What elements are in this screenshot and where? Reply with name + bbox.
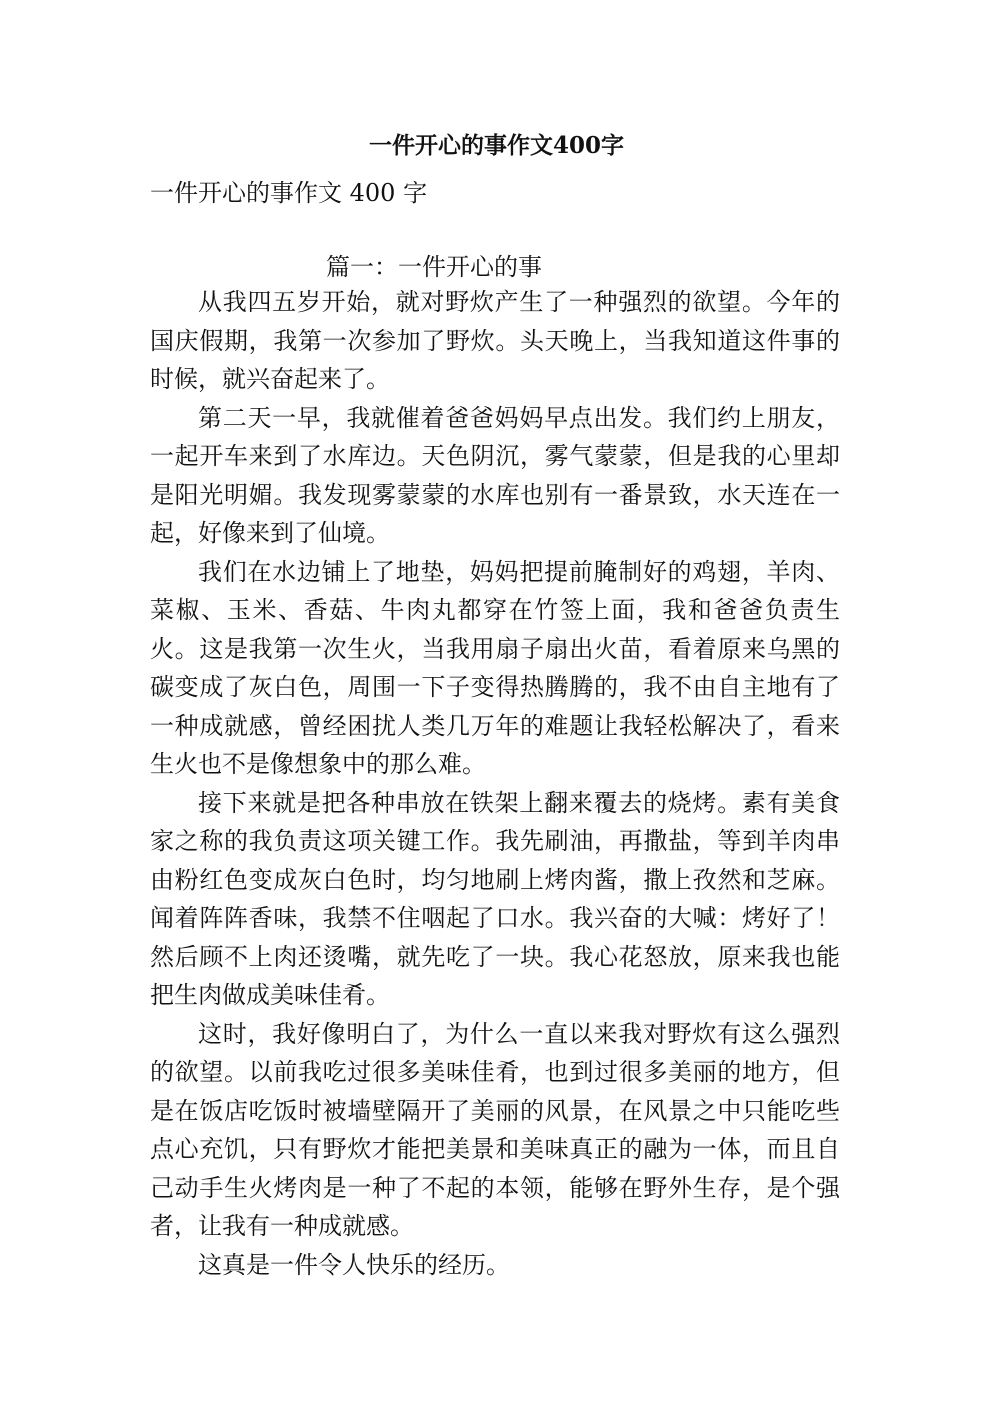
section-heading: 篇一：一件开心的事 (326, 253, 542, 281)
paragraph-2: 第二天一早，我就催着爸爸妈妈早点出发。我们约上朋友，一起开车来到了水库边。天色阴沉，雾气蒙蒙，但是我的心里却是阳光明媚。我发现雾蒙蒙的水库也别有一番景致，水天连在一起，好像来到了仙境。 (150, 403, 840, 547)
document-title: 一件开心的事作文400字 (368, 132, 624, 159)
paragraph-1: 从我四五岁开始，就对野炊产生了一种强烈的欲望。今年的国庆假期，我第一次参加了野炊。头天晚上，当我知道这件事的时候，就兴奋起来了。 (150, 288, 840, 393)
article-body (150, 283, 840, 1284)
paragraph-3: 我们在水边铺上了地垫，妈妈把提前腌制好的鸡翅，羊肉、菜椒、玉米、香菇、牛肉丸都穿在竹签上面，我和爸爸负责生火。这是我第一次生火，当我用扇子扇出火苗，看着原来乌黑的碳变成了灰白色，周围一下子变得热腾腾的，我不由自主地有了一种成就感，曾经困扰人类几万年的难题让我轻松解决了，看来生火也不是像想象中的那么难。 (150, 557, 840, 778)
paragraph-5: 这时，我好像明白了，为什么一直以来我对野炊有这么强烈的欲望。以前我吃过很多美味佳肴，也到过很多美丽的地方，但是在饭店吃饭时被墙壁隔开了美丽的风景，在风景之中只能吃些点心充饥，只有野炊才能把美景和美味真正的融为一体，而且自己动手生火烤肉是一种了不起的本领，能够在野外生存，是个强者，让我有一种成就感。 (150, 1019, 840, 1240)
paragraph-4: 接下来就是把各种串放在铁架上翻来覆去的烧烤。素有美食家之称的我负责这项关键工作。我先刷油，再撒盐，等到羊肉串由粉红色变成灰白色时，均匀地刷上烤肉酱，撒上孜然和芝麻。闻着阵阵香味，我禁不住咽起了口水。我兴奋的大喊：烤好了！然后顾不上肉还烫嘴，就先吃了一块。我心花怒放，原来我也能把生肉做成美味佳肴。 (150, 788, 840, 1009)
document-subtitle: 一件开心的事作文 400 字 (150, 179, 428, 207)
paragraph-6: 这真是一件令人快乐的经历。 (198, 1250, 510, 1279)
